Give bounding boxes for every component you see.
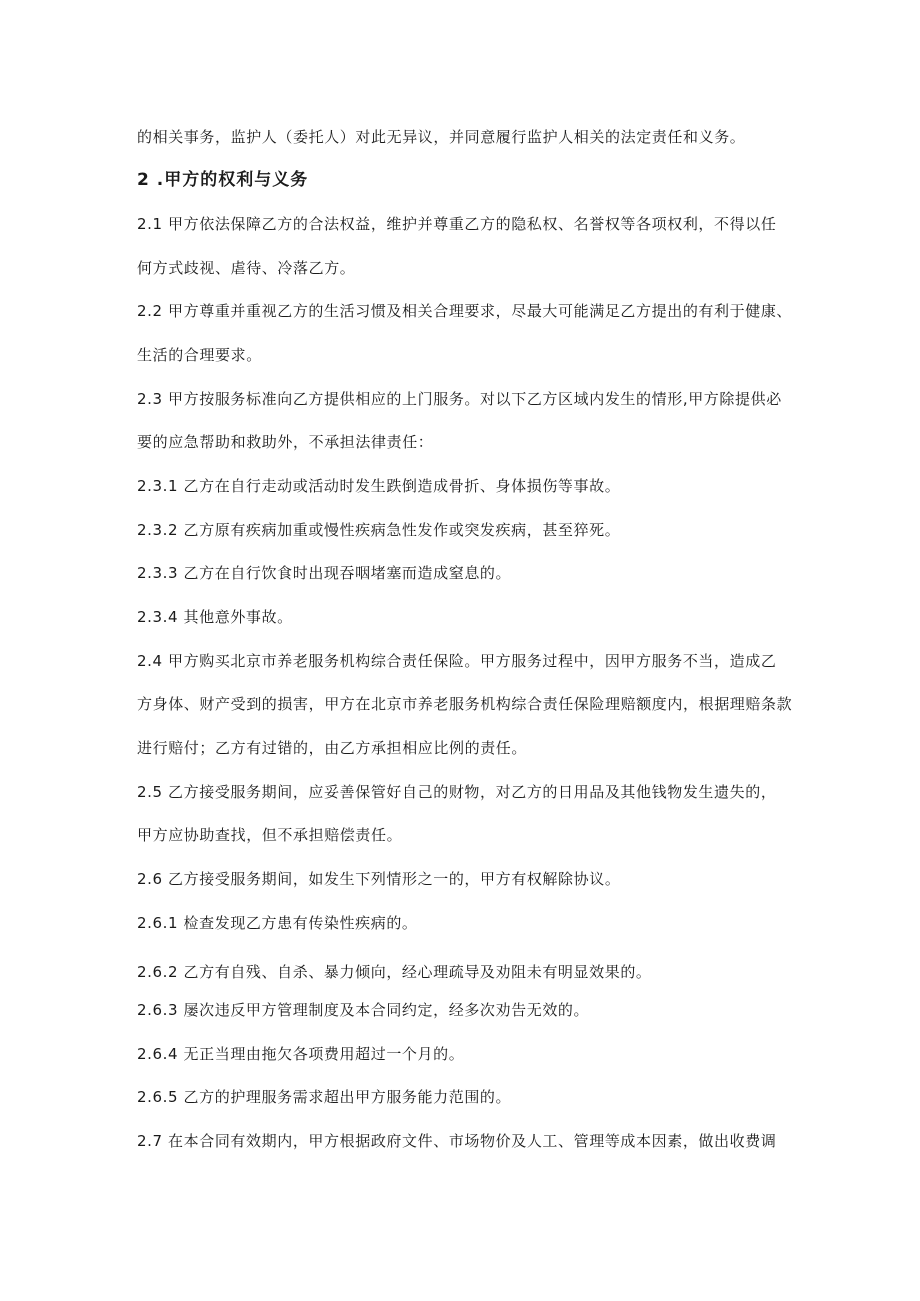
clause-2-3-continued: 要的应急帮助和救助外，不承担法律责任： — [137, 433, 434, 451]
clause-2-3-3: 2.3.3 乙方在自行饮食时出现吞咽堵塞而造成窒息的。 — [137, 564, 512, 582]
clause-2-3: 2.3 甲方按服务标准向乙方提供相应的上门服务。对以下乙方区域内发生的情形,甲方除提供必 — [137, 390, 782, 408]
clause-2-4: 2.4 甲方购买北京市养老服务机构综合责任保险。甲方服务过程中，因甲方服务不当，造成乙 — [137, 652, 777, 670]
clause-2-3-2: 2.3.2 乙方原有疾病加重或慢性疾病急性发作或突发疾病，甚至猝死。 — [137, 521, 621, 539]
clause-2-4-continued-2: 进行赔付；乙方有过错的，由乙方承担相应比例的责任。 — [137, 739, 528, 757]
clause-2-3-1: 2.3.1 乙方在自行走动或活动时发生跌倒造成骨折、身体损伤等事故。 — [137, 477, 621, 495]
clause-2-6: 2.6 乙方接受服务期间，如发生下列情形之一的，甲方有权解除协议。 — [137, 870, 621, 888]
paragraph-line: 的相关事务，监护人（委托人）对此无异议，并同意履行监护人相关的法定责任和义务。 — [137, 128, 746, 146]
clause-2-5-continued: 甲方应协助查找，但不承担赔偿责任。 — [137, 826, 403, 844]
clause-2-6-5: 2.6.5 乙方的护理服务需求超出甲方服务能力范围的。 — [137, 1088, 512, 1106]
clause-2-6-2: 2.6.2 乙方有自残、自杀、暴力倾向，经心理疏导及劝阻未有明显效果的。 — [137, 963, 652, 981]
clause-2-5: 2.5 乙方接受服务期间，应妥善保管好自己的财物，对乙方的日用品及其他钱物发生遗失的， — [137, 783, 777, 801]
clause-2-2-continued: 生活的合理要求。 — [137, 346, 262, 364]
clause-2-7: 2.7 在本合同有效期内，甲方根据政府文件、市场物价及人工、管理等成本因素，做出收费调 — [137, 1132, 777, 1150]
clause-2-2: 2.2 甲方尊重并重视乙方的生活习惯及相关合理要求，尽最大可能满足乙方提出的有利于健康、 — [137, 302, 793, 320]
clause-2-1: 2.1 甲方依法保障乙方的合法权益，维护并尊重乙方的隐私权、名誉权等各项权利，不得以任 — [137, 215, 777, 233]
clause-2-1-continued: 何方式歧视、虐待、冷落乙方。 — [137, 259, 356, 277]
clause-2-3-4: 2.3.4 其他意外事故。 — [137, 608, 293, 626]
clause-2-6-1: 2.6.1 检查发现乙方患有传染性疾病的。 — [137, 914, 418, 932]
clause-2-6-3: 2.6.3 屡次违反甲方管理制度及本合同约定，经多次劝告无效的。 — [137, 1001, 590, 1019]
section-heading: 2 .甲方的权利与义务 — [137, 170, 309, 190]
clause-2-4-continued: 方身体、财产受到的损害，甲方在北京市养老服务机构综合责任保险理赔额度内，根据理赔条款 — [137, 695, 793, 713]
clause-2-6-4: 2.6.4 无正当理由拖欠各项费用超过一个月的。 — [137, 1045, 465, 1063]
